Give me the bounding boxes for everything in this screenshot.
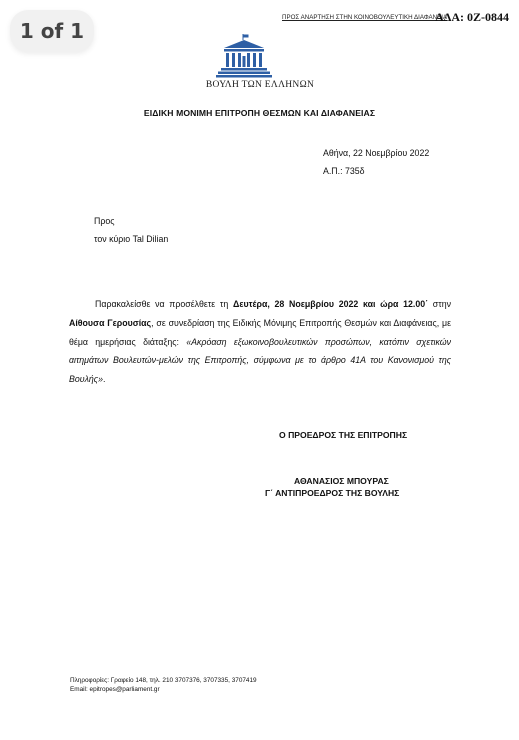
reference-number: Α.Π.: 735δ — [323, 166, 365, 176]
ada-code: ΑΔΑ: 0Ζ-0844 — [435, 10, 509, 24]
chair-role: Γ΄ ΑΝΤΙΠΡΟΕΔΡΟΣ ΤΗΣ ΒΟΥΛΗΣ — [265, 488, 400, 498]
document-date: Αθήνα, 22 Νοεμβρίου 2022 — [323, 148, 430, 158]
posting-note: ΠΡΟΣ ΑΝΑΡΤΗΣΗ ΣΤΗΝ ΚΟΙΝΟΒΟΥΛΕΥΤΙΚΗ ΔΙΑΦΑΝΕΙΑ — [282, 14, 448, 21]
body-mid-2: , σε συνεδρίαση της Ειδικής Μόνιμης Επιτροπής Θεσμών και Διαφάνειας, με θέμα ημερήσιας διάταξης: — [69, 317, 451, 347]
recipient-label: Προς — [94, 216, 115, 226]
chair-name: ΑΘΑΝΑΣΙΟΣ ΜΠΟΥΡΑΣ — [294, 476, 389, 486]
footer-contact-info: Πληροφορίες: Γραφείο 148, τηλ. 210 3707376, 3707335, 3707419 — [70, 677, 257, 684]
body-end: . — [102, 374, 106, 385]
body-mid-1: στην — [428, 299, 451, 309]
invitation-paragraph — [69, 295, 451, 389]
chair-title: Ο ΠΡΟΕΔΡΟΣ ΤΗΣ ΕΠΙΤΡΟΠΗΣ — [279, 430, 408, 440]
committee-title: ΕΙΔΙΚΗ ΜΟΝΙΜΗ ΕΠΙΤΡΟΠΗ ΘΕΣΜΩΝ ΚΑΙ ΔΙΑΦΑΝΕΙΑΣ — [143, 108, 376, 118]
agenda-item: «Ακρόαση εξωκοινοβουλευτικών προσώπων, κατόπιν σχετικών αιτημάτων Βουλευτών-μελών της Επιτροπής, σύμφωνα με το άρθρο 41Α του Κανονισμού της Βουλής» — [69, 336, 451, 385]
body-prefix: Παρακαλείσθε να προσέλθετε τη — [95, 299, 233, 309]
footer-email: Email: epitropes@parliament.gr — [70, 686, 160, 693]
parliament-name: ΒΟΥΛΗ ΤΩΝ ΕΛΛΗΝΩΝ — [205, 80, 315, 90]
meeting-datetime: Δευτέρα, 28 Νοεμβρίου 2022 και ώρα 12.00΄ — [233, 299, 429, 309]
recipient-name: τον κύριο Tal Dilian — [94, 234, 169, 244]
hellenic-parliament-logo — [216, 34, 272, 78]
meeting-room: Αίθουσα Γερουσίας — [69, 317, 152, 328]
page-count-badge: 1 of 1 — [10, 10, 94, 52]
